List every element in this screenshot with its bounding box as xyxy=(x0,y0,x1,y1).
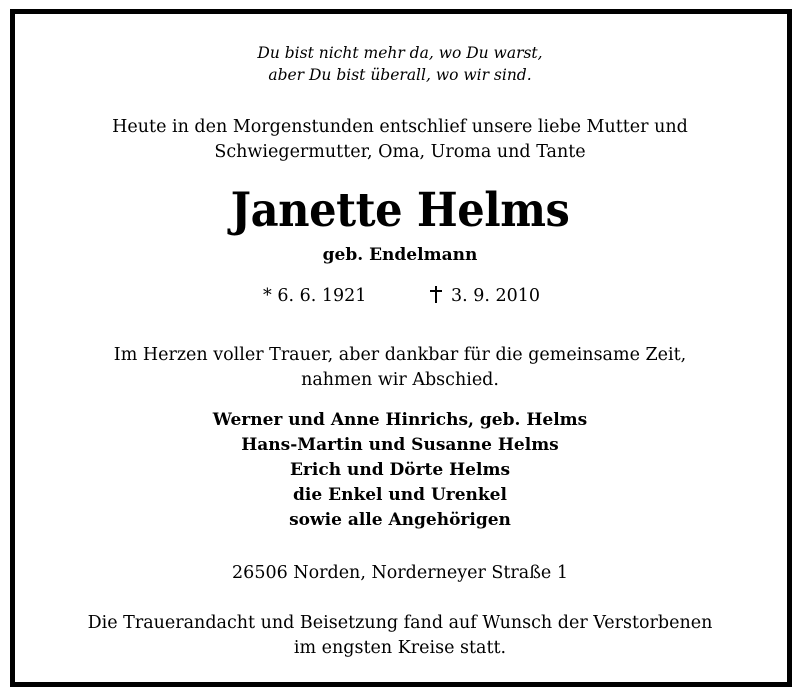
mourning-line-1: Im Herzen voller Trauer, aber dankbar für die gemeinsame Zeit, xyxy=(113,345,687,365)
family-member: sowie alle Angehörigen xyxy=(289,510,511,530)
family-member: Erich und Dörte Helms xyxy=(289,460,511,480)
intro-line-1: Heute in den Morgenstunden entschlief unsere liebe Mutter und xyxy=(112,117,688,137)
closing-line-1: Die Trauerandacht und Beisetzung fand auf Wunsch der Verstorbenen xyxy=(87,613,713,633)
address: 26506 Norden, Norderneyer Straße 1 xyxy=(232,563,568,583)
mourning-line-2: nahmen wir Abschied. xyxy=(301,370,499,390)
closing-line-2: im engsten Kreise statt. xyxy=(293,638,507,658)
family-member: die Enkel und Urenkel xyxy=(293,485,507,505)
cross-icon xyxy=(430,286,442,303)
death-date-group xyxy=(430,286,540,306)
maiden-name: geb. Endelmann xyxy=(322,245,478,265)
family-member: Werner und Anne Hinrichs, geb. Helms xyxy=(212,410,588,430)
death-date: 3. 9. 2010 xyxy=(451,286,541,306)
deceased-name: Janette Helms xyxy=(230,183,570,238)
quote-line-1: Du bist nicht mehr da, wo Du warst, xyxy=(257,44,543,62)
birth-date: * 6. 6. 1921 xyxy=(263,286,367,306)
family-member: Hans-Martin und Susanne Helms xyxy=(241,435,559,455)
intro-line-2: Schwiegermutter, Oma, Uroma und Tante xyxy=(214,142,586,162)
quote-line-2: aber Du bist überall, wo wir sind. xyxy=(268,66,532,84)
